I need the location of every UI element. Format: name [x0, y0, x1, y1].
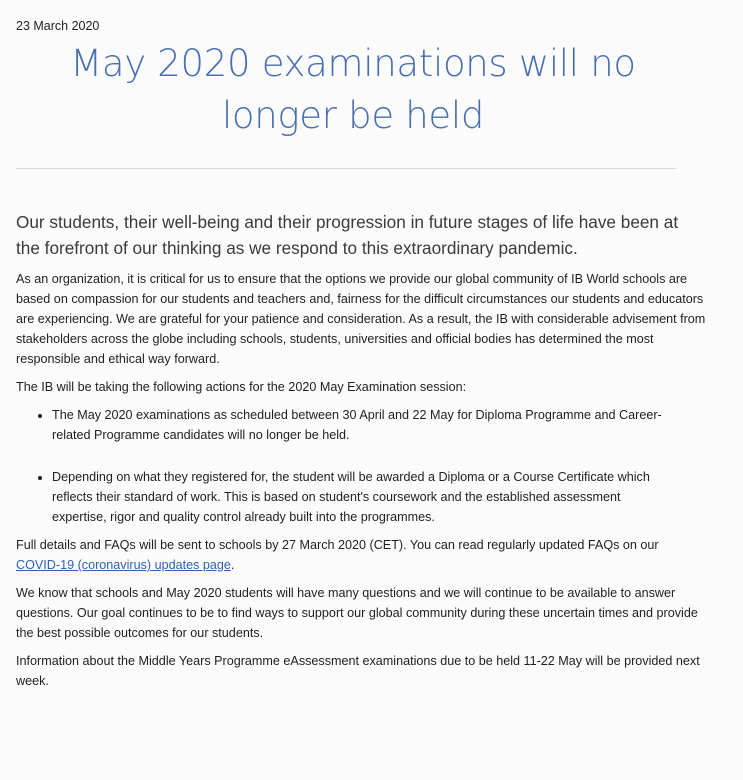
paragraph-faqs — [16, 535, 706, 575]
paragraph-actions-intro: The IB will be taking the following actions for the 2020 May Examination session: — [16, 380, 467, 394]
actions-list — [16, 405, 706, 527]
list-item: • Depending on what they registered for, the student will be awarded a Diploma or a Course Certificate which reflects their standard of work. This is based on student's coursework and the established assessment expertise, rigor and quality control already built into the programmes. — [52, 467, 706, 527]
page-title: May 2020 examinations will no longer be held — [70, 42, 636, 137]
lead-paragraph: Our students, their well-being and their progression in future stages of life have been at the forefront of our thinking as we respond to this extraordinary pandemic. — [16, 212, 679, 258]
covid-updates-link[interactable]: COVID-19 (coronavirus) updates page — [16, 558, 231, 572]
paragraph-faqs-end: . — [230, 558, 235, 572]
list-item: • The May 2020 examinations as scheduled between 30 April and 22 May for Diploma Programme and Career-related Programme candidates will no longer be held. — [52, 405, 706, 445]
paragraph-support: We know that schools and May 2020 students will have many questions and we will continue to be available to answer questions. Our goal continues to be to find ways to support our global community during these uncertain times and provide the best possible outcomes for our students. — [16, 586, 698, 640]
divider — [16, 168, 676, 169]
article-body — [16, 269, 706, 691]
article-date: 23 March 2020 — [16, 19, 100, 33]
paragraph-myp: Information about the Middle Years Programme eAssessment examinations due to be held 11-22 May will be provided next week. — [16, 654, 700, 688]
paragraph-faqs-text: Full details and FAQs will be sent to schools by 27 March 2020 (CET). You can read regularly updated FAQs on our — [16, 538, 659, 552]
paragraph-organization: As an organization, it is critical for us to ensure that the options we provide our global community of IB World schools are based on compassion for our students and teachers and, fairness for the difficult circumstances our students and educators are experiencing. We are grateful for your patience and consideration. As a result, the IB with considerable advisement from stakeholders across the globe including schools, students, universities and official bodies has determined the most responsible and ethical way forward. — [16, 272, 706, 366]
